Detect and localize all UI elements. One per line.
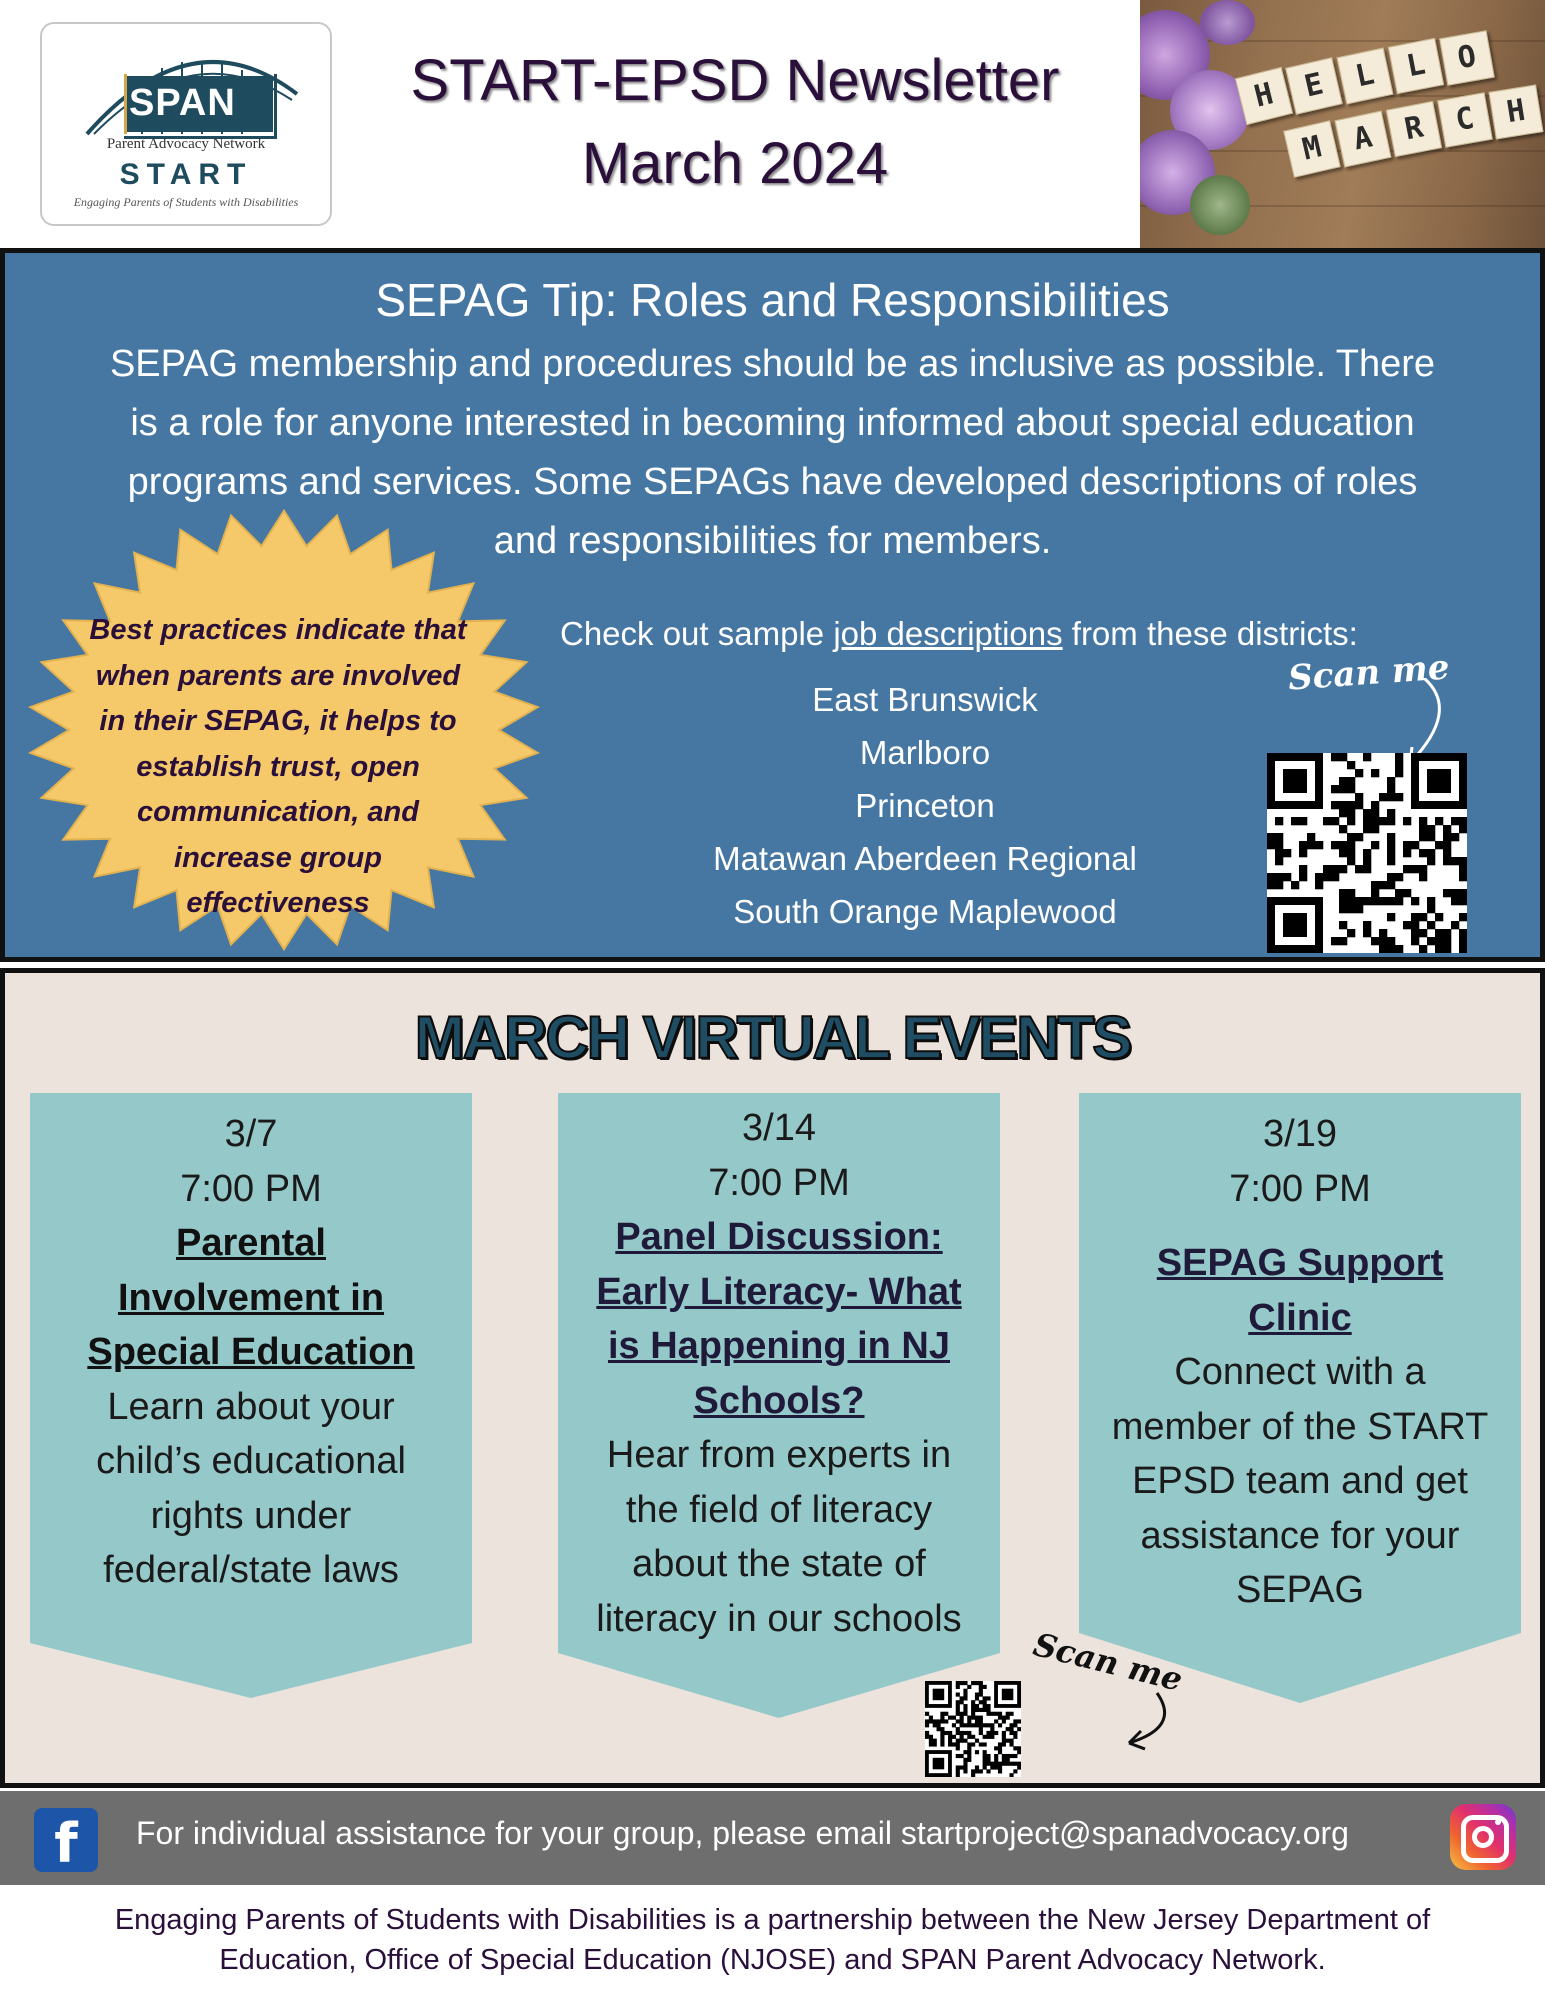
curved-arrow-icon <box>1115 1687 1185 1757</box>
job-descriptions-link[interactable]: job descriptions <box>833 615 1063 652</box>
district-list <box>625 673 1225 938</box>
letter-tile: A <box>1335 111 1392 168</box>
partnership-line: Engaging Parents of Students with Disabilities is a partnership between the New Jersey Department of <box>114 1904 1431 1936</box>
letter-tile: L <box>1388 38 1444 94</box>
check-prefix: Check out sample <box>560 615 834 652</box>
letter-tile: H <box>1235 67 1293 125</box>
letter-tile: O <box>1439 30 1495 86</box>
letter-tile: R <box>1386 101 1442 157</box>
letter-tile: H <box>1489 85 1544 140</box>
event-desc-line: Learn about your <box>107 1385 395 1428</box>
assistance-email-text[interactable]: For individual assistance for your group, please email startproject@spanadvocacy.org <box>136 1815 1349 1851</box>
event-title-line[interactable]: Special Education <box>87 1331 415 1373</box>
callout-line: establish trust, open <box>136 750 420 783</box>
event-time: 7:00 PM <box>1229 1167 1371 1210</box>
event-desc-line: rights under <box>150 1494 352 1537</box>
event-date: 3/19 <box>1263 1113 1337 1155</box>
sepag-body-line: and responsibilities for members. <box>493 520 1052 562</box>
district-item: Princeton <box>855 787 995 824</box>
sepag-tip-section <box>0 248 1545 962</box>
district-item: East Brunswick <box>812 681 1038 718</box>
logo-program: START <box>119 158 253 191</box>
leaf-graphic <box>1190 175 1250 235</box>
district-item: Marlboro <box>859 734 991 771</box>
scan-me-label: Scan me <box>1286 647 1451 699</box>
sepag-body-line: SEPAG membership and procedures should be as inclusive as possible. There <box>109 343 1436 385</box>
callout-line: when parents are involved <box>95 659 461 692</box>
instagram-spot <box>1495 1819 1501 1825</box>
event-card-text <box>1079 1107 1521 1618</box>
event-desc-line: SEPAG <box>1235 1569 1365 1611</box>
event-desc-line: federal/state laws <box>103 1549 399 1591</box>
event-title-line[interactable]: Early Literacy- What <box>596 1270 962 1313</box>
logo-tagline: Engaging Parents of Students with Disabilities <box>73 195 299 209</box>
facebook-icon[interactable] <box>34 1808 98 1875</box>
event-desc-line: assistance for your <box>1140 1514 1460 1557</box>
event-date: 3/7 <box>224 1113 278 1155</box>
callout-line: effectiveness <box>186 887 370 919</box>
sepag-body-line: programs and services. Some SEPAGs have developed descriptions of roles <box>127 461 1418 503</box>
sepag-heading: SEPAG Tip: Roles and Responsibilities <box>375 274 1170 326</box>
event-desc-line: EPSD team and get <box>1132 1460 1468 1502</box>
event-desc-line: member of the START <box>1111 1405 1489 1448</box>
callout-line: Best practices indicate that <box>89 614 467 646</box>
instagram-lens <box>1472 1826 1494 1848</box>
event-card-text <box>30 1107 472 1598</box>
logo-gold-bar <box>124 74 127 134</box>
event-title-line[interactable]: Panel Discussion: <box>615 1216 943 1258</box>
callout-line: increase group <box>174 841 382 874</box>
event-title-line[interactable]: Clinic <box>1248 1296 1352 1339</box>
events-heading: MARCH VIRTUAL EVENTS <box>414 1004 1131 1071</box>
sepag-body-line: is a role for anyone interested in becoming informed about special education <box>130 402 1415 444</box>
letter-tile: L <box>1337 48 1394 105</box>
check-out-text <box>560 615 1358 653</box>
event-desc-line: Hear from experts in <box>606 1434 952 1476</box>
span-logo <box>40 22 332 226</box>
district-item: South Orange Maplewood <box>733 893 1117 930</box>
newsletter-title: START-EPSD Newsletter <box>410 48 1060 113</box>
callout-line: communication, and <box>137 796 419 828</box>
hello-march-photo <box>1140 0 1545 248</box>
scan-me-label: Scan me <box>1029 1625 1187 1699</box>
letter-tile: C <box>1437 92 1493 148</box>
newsletter-date: March 2024 <box>581 131 889 196</box>
event-desc-line: the field of literacy <box>625 1488 933 1531</box>
district-item: Matawan Aberdeen Regional <box>713 840 1137 877</box>
flower-graphic <box>1200 0 1255 45</box>
event-title-line[interactable]: is Happening in NJ <box>607 1325 951 1367</box>
qr-code-icon[interactable] <box>925 1681 1021 1777</box>
event-desc-line: about the state of <box>632 1543 926 1585</box>
partnership-line: Education, Office of Special Education (NJOSE) and SPAN Parent Advocacy Network. <box>219 1944 1326 1976</box>
event-title-line[interactable]: Schools? <box>693 1379 865 1422</box>
event-time: 7:00 PM <box>708 1161 850 1204</box>
march-events-section <box>0 968 1545 1788</box>
event-title-line[interactable]: SEPAG Support <box>1156 1242 1444 1284</box>
callout-line: in their SEPAG, it helps to <box>99 705 457 737</box>
partnership-statement <box>20 1900 1525 1980</box>
qr-code-icon[interactable] <box>1267 753 1467 953</box>
assistance-bar <box>0 1791 1545 1885</box>
event-time: 7:00 PM <box>180 1167 322 1210</box>
event-title-line[interactable]: Involvement in <box>117 1276 385 1319</box>
event-card-text <box>558 1101 1000 1646</box>
letter-tile: E <box>1285 57 1343 115</box>
logo-brand: SPAN <box>129 82 236 124</box>
event-title-line[interactable]: Parental <box>176 1222 326 1264</box>
event-desc-line: literacy in our schools <box>596 1597 962 1640</box>
event-date: 3/14 <box>742 1107 816 1149</box>
facebook-glyph: f <box>54 1812 78 1875</box>
check-suffix: from these districts: <box>1062 615 1358 652</box>
best-practices-callout <box>53 608 503 927</box>
logo-network: Parent Advocacy Network <box>106 136 266 152</box>
event-desc-line: Connect with a <box>1174 1351 1426 1393</box>
instagram-icon[interactable] <box>1450 1804 1516 1870</box>
letter-tile: M <box>1283 120 1341 178</box>
event-desc-line: child’s educational <box>96 1440 406 1482</box>
